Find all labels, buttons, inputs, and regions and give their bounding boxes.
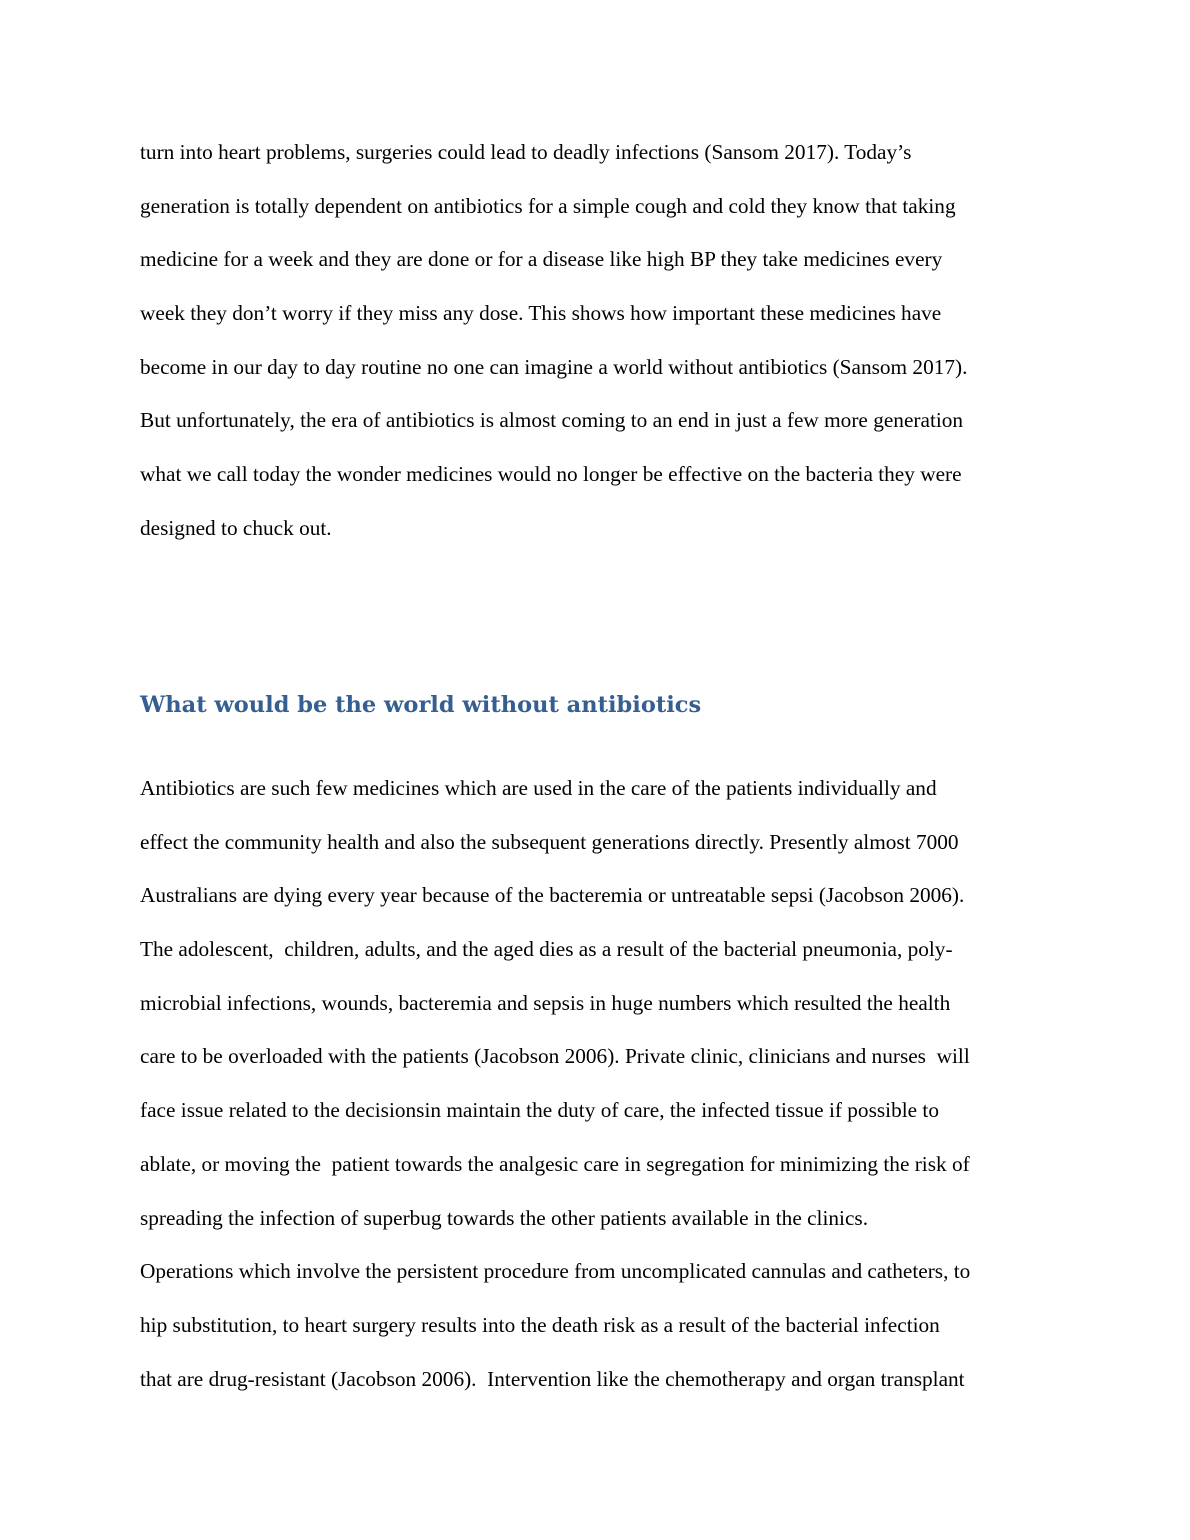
- text-line: what we call today the wonder medicines would no longer be effective on the bacteria they were: [140, 462, 962, 487]
- text-line: hip substitution, to heart surgery results into the death risk as a result of the bacterial infection: [140, 1312, 940, 1337]
- text-line: But unfortunately, the era of antibiotics is almost coming to an end in just a few more generation: [140, 408, 964, 433]
- body-paragraph-2: [140, 762, 1070, 1406]
- text-line: turn into heart problems, surgeries could lead to deadly infections (Sansom 2017). Today’s: [140, 140, 912, 164]
- text-line: microbial infections, wounds, bacteremia and sepsis in huge numbers which resulted the health: [140, 990, 951, 1015]
- text-line: become in our day to day routine no one can imagine a world without antibiotics (Sansom 2017).: [140, 354, 968, 379]
- text-line: Operations which involve the persistent procedure from uncomplicated cannulas and catheters, to: [140, 1259, 971, 1284]
- text-line: effect the community health and also the subsequent generations directly. Presently almost 7000: [140, 829, 959, 854]
- section-heading: What would be the world without antibiotics: [140, 692, 702, 718]
- text-line: spreading the infection of superbug towards the other patients available in the clinics.: [140, 1205, 869, 1230]
- text-line: face issue related to the decisionsin maintain the duty of care, the infected tissue if possible to: [140, 1098, 939, 1123]
- text-line: Australians are dying every year because of the bacteremia or untreatable sepsi (Jacobson 2006).: [140, 883, 965, 908]
- text-line: care to be overloaded with the patients (Jacobson 2006). Private clinic, clinicians and nurses will: [140, 1044, 970, 1069]
- text-line: week they don’t worry if they miss any dose. This shows how important these medicines have: [140, 301, 942, 326]
- text-line: designed to chuck out.: [140, 515, 332, 540]
- body-paragraph-1: [140, 126, 1070, 556]
- text-line: that are drug-resistant (Jacobson 2006). Intervention like the chemotherapy and organ transplant: [140, 1366, 965, 1391]
- text-line: medicine for a week and they are done or for a disease like high BP they take medicines every: [140, 247, 943, 272]
- text-line: The adolescent, children, adults, and the aged dies as a result of the bacterial pneumonia, poly-: [140, 937, 953, 962]
- text-line: ablate, or moving the patient towards the analgesic care in segregation for minimizing the risk of: [140, 1151, 970, 1176]
- text-line: Antibiotics are such few medicines which are used in the care of the patients individually and: [140, 776, 937, 800]
- text-line: generation is totally dependent on antibiotics for a simple cough and cold they know that taking: [140, 193, 956, 218]
